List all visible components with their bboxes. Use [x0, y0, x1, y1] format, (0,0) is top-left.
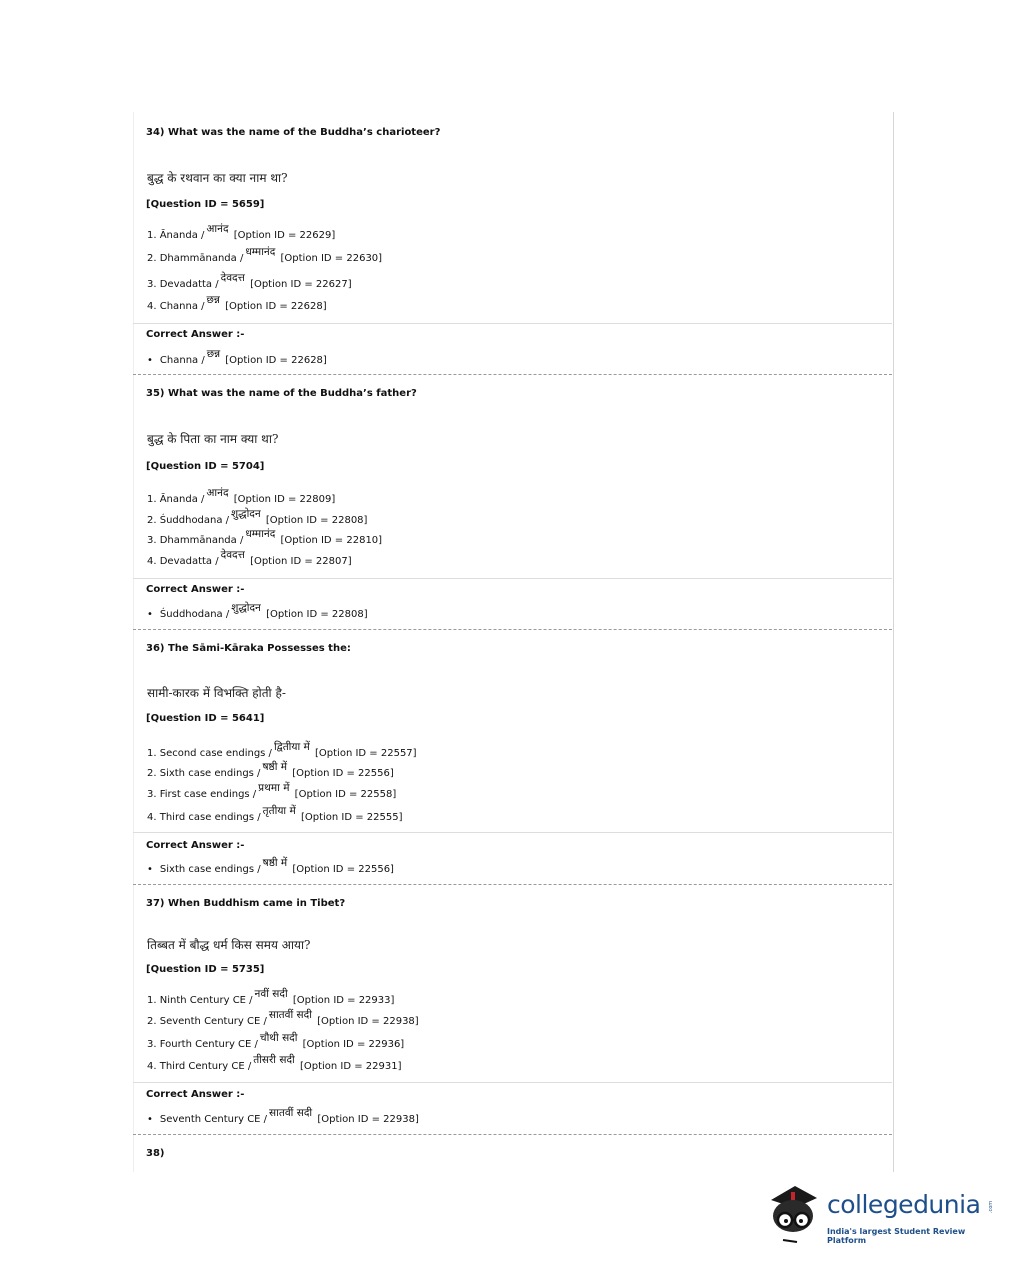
option-4: 4. Third Century CE /तीसरी सदी [Option ID = 22931]	[147, 1054, 402, 1072]
mascot-icon	[765, 1178, 825, 1246]
logo-tagline: India's largest Student Review Platform	[827, 1227, 966, 1245]
correct-answer: • Channa /छन्न [Option ID = 22628]	[147, 348, 327, 366]
question-hindi: बुद्ध के रथवान का क्या नाम था?	[147, 171, 288, 185]
divider	[133, 323, 892, 324]
question-block-34	[133, 112, 892, 374]
option-4: 4. Channa /छन्न [Option ID = 22628]	[147, 294, 327, 312]
question-id: [Question ID = 5641]	[146, 713, 265, 724]
option-2: 2. Sixth case endings /षष्ठी में [Option ID = 22556]	[147, 761, 394, 779]
question-hindi: तिब्बत में बौद्ध धर्म किस समय आया?	[147, 938, 311, 952]
correct-answer: • Seventh Century CE /सातवीं सदी [Option ID = 22938]	[147, 1107, 419, 1125]
option-1: 1. Ānanda /आनंद [Option ID = 22629]	[147, 223, 336, 241]
option-3: 3. Fourth Century CE /चौथी सदी [Option ID = 22936]	[147, 1032, 405, 1050]
option-4: 4. Third case endings /तृतीया में [Option ID = 22555]	[147, 805, 403, 823]
correct-answer-label: Correct Answer :-	[146, 584, 245, 595]
question-block-37	[133, 885, 892, 1135]
correct-answer-label: Correct Answer :-	[146, 329, 245, 340]
question-title: 34) What was the name of the Buddha’s charioteer?	[146, 127, 441, 138]
question-id: [Question ID = 5735]	[146, 964, 265, 975]
correct-answer: • Sixth case endings /षष्ठी में [Option ID = 22556]	[147, 857, 394, 875]
option-3: 3. First case endings /प्रथमा में [Option ID = 22558]	[147, 782, 397, 800]
option-3: 3. Devadatta /देवदत्त [Option ID = 22627]	[147, 272, 352, 290]
option-1: 1. Ninth Century CE /नवीं सदी [Option ID = 22933]	[147, 988, 395, 1006]
option-4: 4. Devadatta /देवदत्त [Option ID = 22807]	[147, 549, 352, 567]
question-id: [Question ID = 5704]	[146, 461, 265, 472]
question-title: 37) When Buddhism came in Tibet?	[146, 898, 346, 909]
option-3: 3. Dhammānanda /धम्मानंद [Option ID = 22810]	[147, 528, 383, 546]
correct-answer: • Śuddhodana /शुद्धोदन [Option ID = 22808]	[147, 602, 368, 620]
question-title: 38)	[146, 1148, 165, 1159]
option-2: 2. Seventh Century CE /सातवीं सदी [Option ID = 22938]	[147, 1009, 419, 1027]
collegedunia-logo	[765, 1178, 995, 1248]
question-title: 35) What was the name of the Buddha’s father?	[146, 388, 417, 399]
question-block-36	[133, 630, 892, 884]
question-hindi: सामी-कारक में विभक्ति होती है-	[147, 686, 286, 700]
logo-wordmark: collegedunia	[827, 1190, 981, 1219]
correct-answer-label: Correct Answer :-	[146, 840, 245, 851]
logo-suffix: .com	[988, 1200, 995, 1214]
divider	[133, 1082, 892, 1083]
divider	[133, 578, 892, 579]
question-title: 36) The Sāmi-Kāraka Possesses the:	[146, 643, 351, 654]
option-2: 2. Dhammānanda /धम्मानंद [Option ID = 22630]	[147, 246, 383, 264]
option-1: 1. Second case endings /द्वितीया में [Option ID = 22557]	[147, 741, 417, 759]
correct-answer-label: Correct Answer :-	[146, 1089, 245, 1100]
question-block-38	[133, 1135, 892, 1171]
option-2: 2. Śuddhodana /शुद्धोदन [Option ID = 22808]	[147, 508, 368, 526]
option-1: 1. Ānanda /आनंद [Option ID = 22809]	[147, 487, 336, 505]
divider	[133, 832, 892, 833]
question-block-35	[133, 375, 892, 629]
question-hindi: बुद्ध के पिता का नाम क्या था?	[147, 432, 279, 446]
question-id: [Question ID = 5659]	[146, 199, 265, 210]
